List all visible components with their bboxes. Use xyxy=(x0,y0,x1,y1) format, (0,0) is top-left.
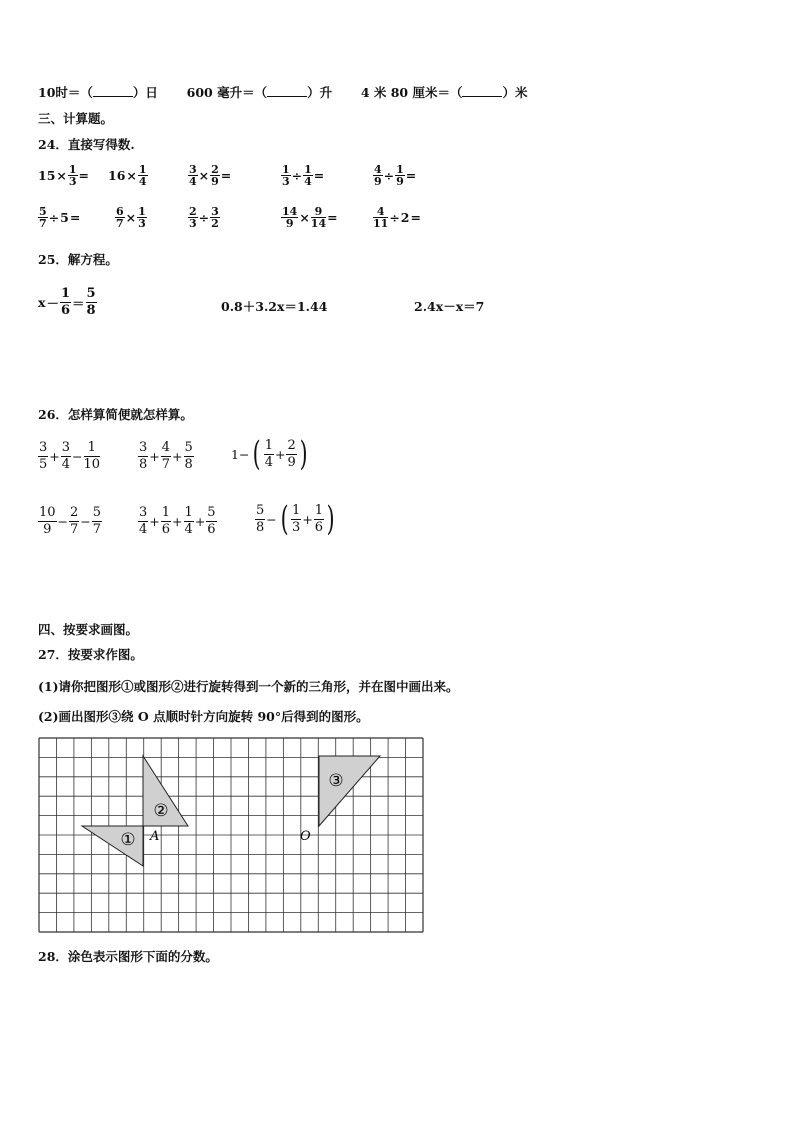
numerator: 3 xyxy=(211,205,219,218)
numerator: 3 xyxy=(139,505,148,520)
fraction xyxy=(184,505,194,538)
operator: ÷ xyxy=(291,168,303,183)
denominator: 4 xyxy=(304,175,312,188)
q24-r1-e5 xyxy=(373,164,417,187)
q26-e3 xyxy=(230,434,310,474)
numerator: 1 xyxy=(138,163,147,176)
operator: ÷ xyxy=(198,210,210,225)
num: 16 xyxy=(108,168,126,183)
q24-r1-e3 xyxy=(188,164,232,187)
operator: ÷ xyxy=(383,168,395,183)
q25-title: 25．解方程。 xyxy=(38,252,118,267)
fraction xyxy=(264,438,274,471)
section4-title: 四、按要求画图。 xyxy=(38,622,139,637)
fraction xyxy=(86,286,97,319)
numerator: 1 xyxy=(161,505,171,520)
numerator: 2 xyxy=(287,437,296,453)
q26-title: 26．怎样算简便就怎样算。 xyxy=(38,407,193,422)
fraction xyxy=(311,206,326,229)
denominator: 7 xyxy=(116,217,124,230)
numerator: 2 xyxy=(189,205,197,218)
operator: × xyxy=(125,210,137,225)
denominator: 7 xyxy=(92,522,102,537)
denominator: 8 xyxy=(256,519,265,535)
q25-eq3: 2.4x－x＝7 xyxy=(414,299,485,314)
fraction xyxy=(373,206,388,229)
answer-blank[interactable] xyxy=(93,84,133,97)
numerator: 5 xyxy=(86,286,96,301)
denominator: 10 xyxy=(83,457,101,472)
conv-item2-right: ）升 xyxy=(307,85,333,100)
operator: + xyxy=(49,449,60,464)
fraction xyxy=(38,206,48,229)
conv-item2-left: 600 毫升＝（ xyxy=(186,85,268,100)
denominator: 3 xyxy=(292,519,301,535)
fraction xyxy=(291,503,301,536)
numerator: 1 xyxy=(138,205,146,218)
left-paren: ( xyxy=(280,499,289,539)
point-a-label: A xyxy=(150,829,160,844)
fraction xyxy=(61,440,71,473)
operator: + xyxy=(149,449,160,464)
denominator: 9 xyxy=(211,175,219,188)
numerator: 5 xyxy=(184,440,193,455)
fraction xyxy=(161,440,171,473)
q26-e4 xyxy=(38,505,102,538)
numerator: 5 xyxy=(207,505,216,520)
q27-part1: (1)请你把图形①或图形②进行旋转得到一个新的三角形，并在图中画出来。 xyxy=(38,679,459,694)
operator: × xyxy=(56,168,67,183)
numerator: 1 xyxy=(184,505,193,520)
q24-r2-e5 xyxy=(373,206,422,229)
num: 15 xyxy=(38,168,56,183)
fraction xyxy=(395,164,405,187)
q26-e1 xyxy=(38,440,100,473)
numerator: 4 xyxy=(373,206,388,218)
left-paren: ( xyxy=(253,434,262,474)
numerator: 4 xyxy=(374,163,382,176)
numerator: 1 xyxy=(314,502,324,518)
fraction xyxy=(161,505,171,538)
q24-r2-e4 xyxy=(281,206,339,229)
fraction xyxy=(138,440,148,473)
label-shape-3: ③ xyxy=(328,771,344,791)
denominator: 6 xyxy=(314,519,324,535)
conv-item3-left: 4 米 80 厘米＝（ xyxy=(360,85,463,100)
denominator: 4 xyxy=(189,175,197,188)
num: 2 xyxy=(400,210,410,225)
fraction xyxy=(303,164,313,187)
operator: × xyxy=(126,168,137,183)
numerator: 5 xyxy=(256,502,265,518)
fraction xyxy=(68,164,78,187)
operator: － xyxy=(46,295,59,311)
fraction xyxy=(188,206,198,229)
fraction xyxy=(92,505,102,538)
fraction xyxy=(138,505,148,538)
numerator: 10 xyxy=(39,505,56,520)
q24-title: 24．直接写得数. xyxy=(38,137,135,152)
answer-blank[interactable] xyxy=(267,84,307,97)
operator: − xyxy=(266,511,277,527)
denominator: 5 xyxy=(39,457,48,472)
fraction xyxy=(115,206,125,229)
denominator: 9 xyxy=(43,522,52,537)
lead-term: 1− xyxy=(231,446,250,462)
answer-blank[interactable] xyxy=(462,84,502,97)
fraction xyxy=(206,505,216,538)
denominator: 2 xyxy=(211,217,219,230)
fraction xyxy=(286,438,296,471)
numerator: 1 xyxy=(292,502,301,518)
equals: = xyxy=(220,168,232,183)
operator: + xyxy=(172,449,183,464)
operator: ÷ xyxy=(389,210,400,225)
numerator: 3 xyxy=(189,163,197,176)
numerator: 4 xyxy=(161,440,171,455)
denominator: 4 xyxy=(61,457,71,472)
numerator: 3 xyxy=(139,440,148,455)
denominator: 4 xyxy=(264,454,273,470)
fraction xyxy=(38,440,48,473)
numerator: 14 xyxy=(282,205,298,218)
denominator: 4 xyxy=(138,175,147,188)
section3-title: 三、计算题。 xyxy=(38,111,114,126)
numerator: 3 xyxy=(61,440,71,455)
numerator: 6 xyxy=(116,205,124,218)
q24-r2-e3 xyxy=(188,206,220,229)
operator: ÷ xyxy=(48,210,60,225)
equals: = xyxy=(327,210,338,225)
denominator: 8 xyxy=(86,303,96,318)
q24-r1-e4 xyxy=(281,164,325,187)
q27-title: 27．按要求作图。 xyxy=(38,647,143,662)
q25-eq2: 0.8＋3.2x＝1.44 xyxy=(221,299,328,314)
numerator: 2 xyxy=(70,505,79,520)
denominator: 3 xyxy=(282,175,290,188)
num: 5 xyxy=(60,210,69,225)
denominator: 4 xyxy=(139,522,148,537)
operator: × xyxy=(299,210,310,225)
denominator: 8 xyxy=(139,457,148,472)
fraction xyxy=(281,206,298,229)
operator: + xyxy=(149,514,160,529)
q24-r1-e2 xyxy=(108,164,148,187)
fraction xyxy=(137,206,147,229)
conv-item3-right: ）米 xyxy=(502,85,528,100)
q27-part2: (2)画出图形③绕 O 点顺时针方向旋转 90°后得到的图形。 xyxy=(38,709,369,724)
equals: = xyxy=(405,168,417,183)
q26-e2 xyxy=(138,440,194,473)
fraction xyxy=(38,505,57,538)
conv-item1-left: 10时＝（ xyxy=(38,85,93,100)
denominator: 6 xyxy=(207,522,216,537)
numerator: 3 xyxy=(39,440,48,455)
conv-item1-right: ）日 xyxy=(132,85,158,100)
denominator: 11 xyxy=(373,217,389,230)
drawing-grid[interactable] xyxy=(38,737,424,933)
denominator: 9 xyxy=(287,454,296,470)
fraction xyxy=(281,164,291,187)
denominator: 7 xyxy=(161,457,171,472)
right-paren: ) xyxy=(299,434,308,474)
denominator: 9 xyxy=(396,175,404,188)
operator: + xyxy=(172,514,183,529)
operator: × xyxy=(198,168,210,183)
denominator: 14 xyxy=(310,217,327,230)
numerator: 5 xyxy=(92,505,102,520)
denominator: 8 xyxy=(184,457,193,472)
label-shape-1: ① xyxy=(120,830,136,850)
operator: + xyxy=(274,446,286,462)
numerator: 1 xyxy=(68,163,77,176)
q25-eq1 xyxy=(38,286,97,319)
equals: ＝ xyxy=(72,295,85,311)
numerator: 1 xyxy=(282,163,290,176)
equals: = xyxy=(69,210,81,225)
numerator: 2 xyxy=(211,163,219,176)
fraction xyxy=(84,440,101,473)
equals: = xyxy=(313,168,325,183)
q24-r2-e1 xyxy=(38,206,81,229)
numerator: 1 xyxy=(396,163,404,176)
numerator: 9 xyxy=(311,206,326,218)
denominator: 9 xyxy=(374,175,382,188)
fraction xyxy=(210,164,220,187)
fraction xyxy=(255,503,265,536)
denominator: 3 xyxy=(138,217,146,230)
numerator: 1 xyxy=(304,163,312,176)
q26-e6 xyxy=(255,499,337,539)
denominator: 6 xyxy=(161,522,171,537)
operator: + xyxy=(302,511,313,527)
denominator: 6 xyxy=(60,303,71,318)
q26-e5 xyxy=(138,505,217,538)
equals: = xyxy=(410,210,421,225)
fraction xyxy=(60,286,71,319)
denominator: 7 xyxy=(39,217,47,230)
numerator: 1 xyxy=(60,286,71,301)
denominator: 4 xyxy=(184,522,193,537)
fraction xyxy=(210,206,220,229)
denominator: 9 xyxy=(285,217,294,230)
label-shape-2: ② xyxy=(153,801,169,821)
point-o-label: O xyxy=(300,829,311,844)
fraction xyxy=(314,503,324,536)
q24-r1-e1 xyxy=(38,164,90,187)
operator: − xyxy=(72,449,83,464)
numerator: 5 xyxy=(39,205,47,218)
right-paren: ) xyxy=(326,499,335,539)
denominator: 3 xyxy=(189,217,197,230)
fraction xyxy=(373,164,383,187)
equals: = xyxy=(78,168,90,183)
fraction xyxy=(188,164,198,187)
fraction xyxy=(184,440,194,473)
operator: − xyxy=(57,514,69,529)
variable: x xyxy=(38,295,46,310)
operator: + xyxy=(194,514,206,529)
conversion-line xyxy=(38,83,528,101)
q24-r2-e2 xyxy=(115,206,147,229)
q28-title: 28．涂色表示图形下面的分数。 xyxy=(38,949,218,964)
operator: − xyxy=(80,514,91,529)
denominator: 3 xyxy=(68,175,77,188)
numerator: 1 xyxy=(84,440,101,457)
fraction xyxy=(69,505,79,538)
numerator: 1 xyxy=(264,437,273,453)
denominator: 7 xyxy=(70,522,79,537)
fraction xyxy=(138,164,148,187)
